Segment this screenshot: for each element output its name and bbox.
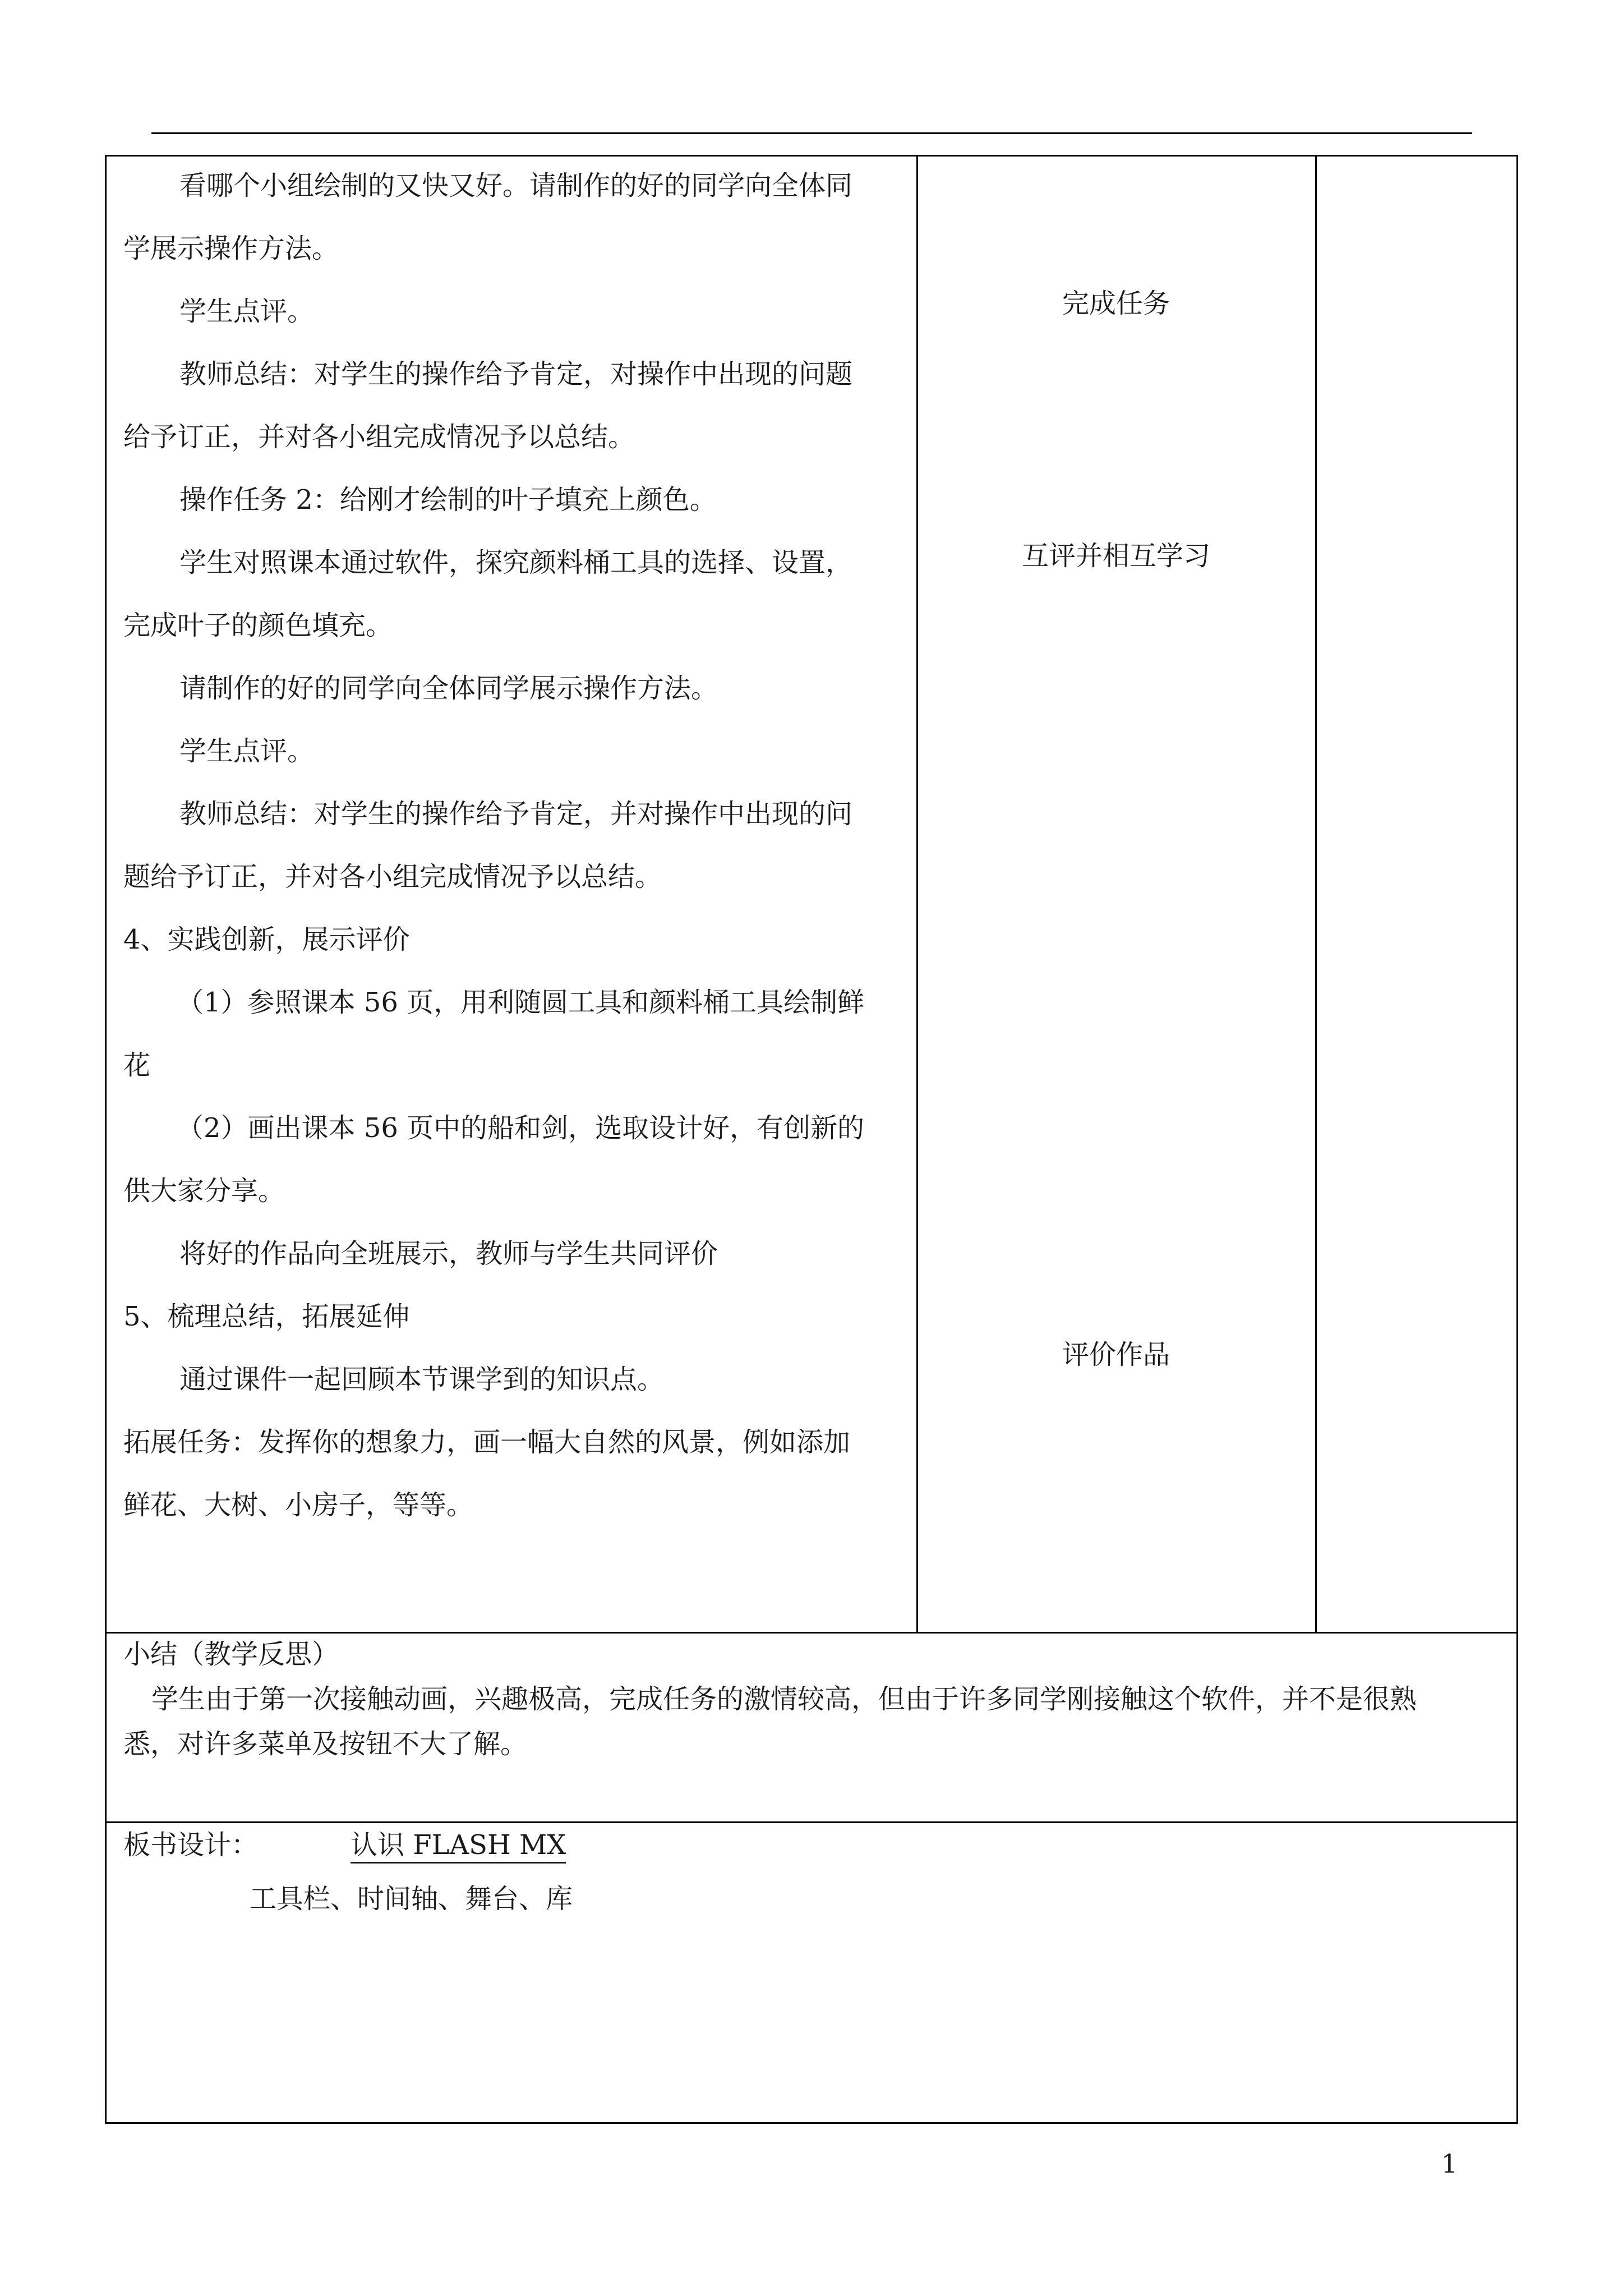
row-divider-board — [107, 1821, 1516, 1823]
column-divider-2 — [1315, 157, 1317, 1634]
board-title — [351, 1828, 566, 1862]
process-line: 看哪个小组绘制的又快又好。请制作的好的同学向全体同 — [179, 170, 853, 201]
process-line: 鲜花、大树、小房子，等等。 — [123, 1489, 474, 1521]
row-divider-summary — [107, 1632, 1516, 1634]
board-items: 工具栏、时间轴、舞台、库 — [250, 1883, 573, 1915]
process-line: 给予订正，并对各小组完成情况予以总结。 — [123, 421, 635, 453]
board-title-text: 认识 FLASH MX — [351, 1829, 566, 1864]
process-line: 花 — [123, 1050, 151, 1081]
process-line: 将好的作品向全班展示，教师与学生共同评价 — [179, 1238, 718, 1269]
section-heading: 5、梳理总结，拓展延伸 — [123, 1301, 410, 1332]
process-line: （2）画出课本 56 页中的船和剑，选取设计好，有创新的 — [177, 1112, 865, 1144]
process-line: 教师总结：对学生的操作给予肯定，对操作中出现的问题 — [179, 358, 853, 390]
process-line: 操作任务 2：给刚才绘制的叶子填充上颜色。 — [179, 484, 717, 516]
process-line: （1）参照课本 56 页，用利随圆工具和颜料桶工具绘制鲜 — [177, 987, 865, 1018]
process-line: 通过课件一起回顾本节课学到的知识点。 — [179, 1364, 665, 1395]
column-divider-1 — [916, 157, 918, 1634]
process-line: 学展示操作方法。 — [123, 233, 339, 264]
process-line: 教师总结：对学生的操作给予肯定，并对操作中出现的问 — [179, 798, 853, 830]
process-line: 完成叶子的颜色填充。 — [123, 610, 393, 641]
process-line: 题给予订正，并对各小组完成情况予以总结。 — [123, 861, 662, 892]
process-line: 拓展任务：发挥你的想象力，画一幅大自然的风景，例如添加 — [123, 1427, 851, 1458]
student-activity: 完成任务 — [1062, 288, 1170, 319]
board-label: 板书设计： — [123, 1829, 259, 1861]
page-number: 1 — [1441, 2148, 1458, 2179]
process-line: 供大家分享。 — [123, 1175, 285, 1207]
header-rule — [151, 132, 1472, 134]
process-line: 学生点评。 — [179, 296, 315, 327]
lesson-plan-table — [105, 155, 1518, 2124]
process-line: 请制作的好的同学向全体同学展示操作方法。 — [179, 673, 718, 704]
student-activity: 评价作品 — [1062, 1339, 1170, 1370]
summary-title: 小结（教学反思） — [123, 1639, 339, 1670]
process-line: 学生点评。 — [179, 735, 315, 767]
summary-text: 学生由于第一次接触动画，兴趣极高，完成任务的激情较高，但由于许多同学刚接触这个软件，并不是很熟 — [151, 1683, 1417, 1715]
section-heading: 4、实践创新，展示评价 — [123, 924, 410, 955]
summary-text: 悉，对许多菜单及按钮不大了解。 — [123, 1728, 528, 1760]
process-line: 学生对照课本通过软件，探究颜料桶工具的选择、设置， — [179, 547, 853, 578]
student-activity: 互评并相互学习 — [1021, 540, 1210, 572]
